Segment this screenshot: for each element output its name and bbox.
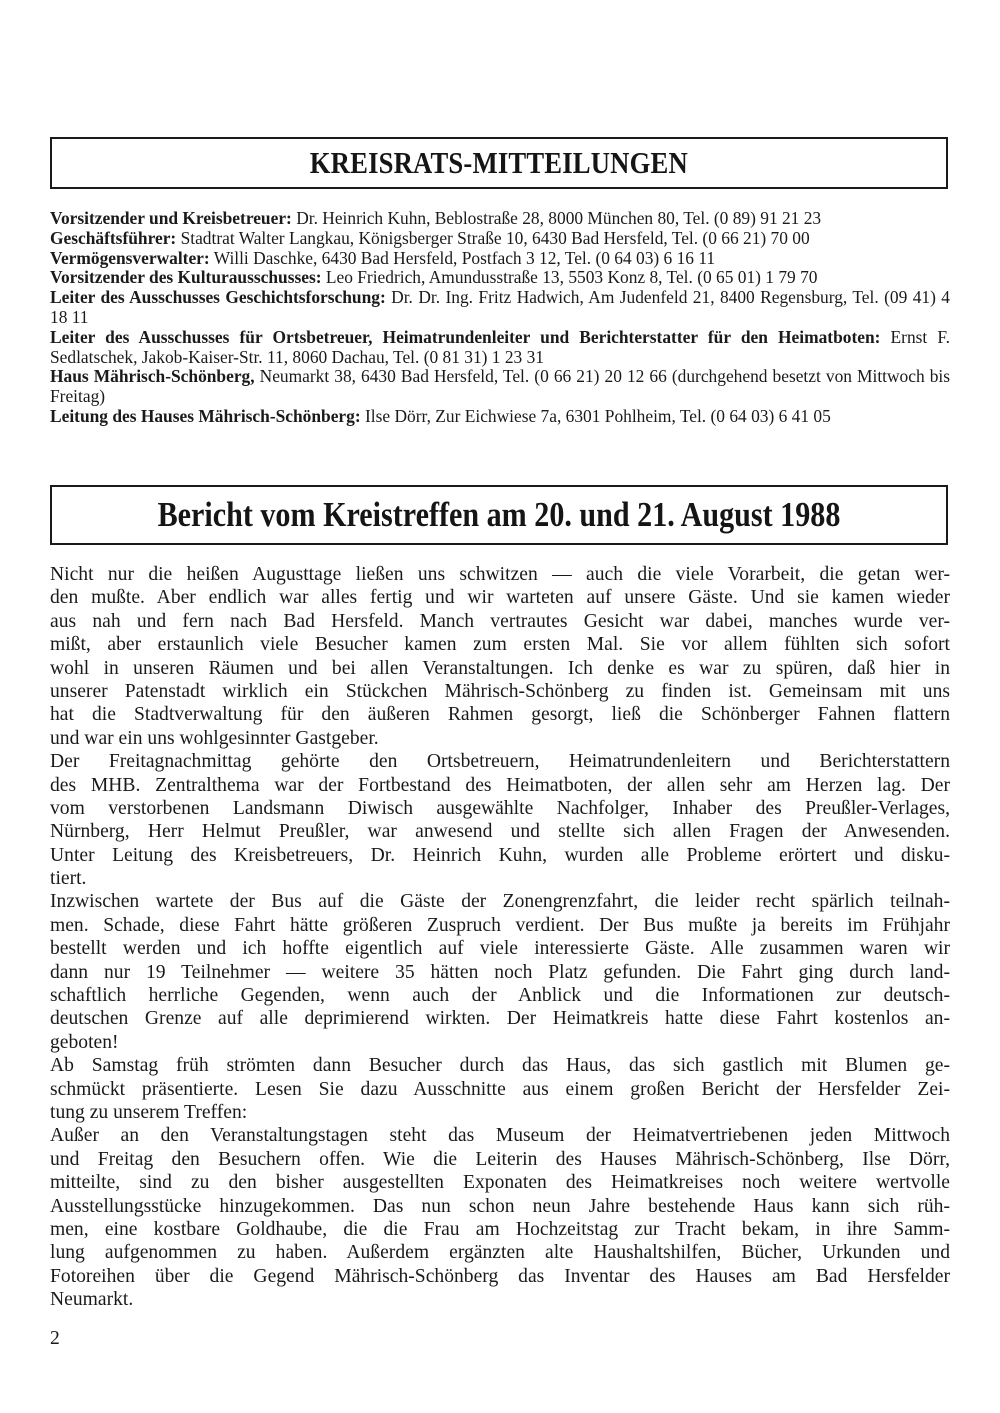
article-line: Außer an den Veranstaltungstagen steht das Museum der Heimatvertriebenen jeden Mittwoch <box>50 1125 950 1147</box>
article-line: und war ein uns wohlgesinnter Gastgeber. <box>50 727 379 749</box>
article-line: Ausstellungsstücke hinzugekommen. Das nun schon neun Jahre bestehende Haus kann sich rüh- <box>50 1195 950 1217</box>
contact-role: Haus Mährisch-Schönberg, <box>50 366 255 387</box>
article-line: men, eine kostbare Goldhaube, die die Frau am Hochzeitstag zur Tracht bekam, in ihre Samm- <box>50 1218 950 1240</box>
article-line: aus nah und fern nach Bad Hersfeld. Manch vertrautes Gesicht war dabei, manches wurde ver- <box>50 610 950 632</box>
article-line: des MHB. Zentralthema war der Fortbestand des Heimatboten, der allen sehr am Herzen lag. Der <box>50 774 950 796</box>
article-line: deutschen Grenze auf alle deprimierend wirkten. Der Heimatkreis hatte diese Fahrt kostenlos an- <box>50 1008 950 1030</box>
contact-entry <box>50 288 950 328</box>
contact-entry <box>50 407 950 427</box>
contact-entry <box>50 229 950 249</box>
article-line: Neumarkt. <box>50 1289 134 1311</box>
contact-details: Willi Daschke, 6430 Bad Hersfeld, Postfach 3 12, Tel. (0 64 03) 6 16 11 <box>209 247 716 268</box>
article-line: Nicht nur die heißen Augusttage ließen uns schwitzen — auch die viele Vorarbeit, die getan wer- <box>50 564 950 585</box>
article-line: unserer Patenstadt wirklich ein Stückchen Mährisch-Schönberg zu finden ist. Gemeinsam mit uns <box>50 680 950 702</box>
article-line: schaftlich herrliche Gegenden, wenn auch der Anblick und die Informationen zur deutsch- <box>50 985 950 1007</box>
contact-details: Neumarkt 38, 6430 Bad Hersfeld, Tel. (0 66 21) 20 12 66 (durchgehend besetzt von Mittwoch bis Freitag) <box>50 366 950 407</box>
contact-entry <box>50 209 950 229</box>
contact-role: Vorsitzender des Kulturausschusses: <box>50 267 322 288</box>
article-line: Inzwischen wartete der Bus auf die Gäste der Zonengrenzfahrt, die leider recht spärlich teilnah- <box>50 891 950 913</box>
contact-role: Vermögensverwalter: <box>50 247 210 268</box>
article-line: Ab Samstag früh strömten dann Besucher durch das Haus, das sich gastlich mit Blumen ge- <box>50 1055 950 1077</box>
article-line: Der Freitagnachmittag gehörte den Ortsbetreuern, Heimatrundenleitern und Berichterstattern <box>50 751 950 773</box>
contact-role: Leiter des Ausschusses Geschichtsforschung: <box>50 287 386 308</box>
article-line: bestellt werden und ich hoffte eigentlich auf viele interessierte Gäste. Alle zusammen waren wir <box>50 938 950 960</box>
article-line: tiert. <box>50 868 87 890</box>
contact-entry <box>50 367 950 407</box>
contact-details: Ilse Dörr, Zur Eichwiese 7a, 6301 Pohlheim, Tel. (0 64 03) 6 41 05 <box>360 405 831 426</box>
article-line: vom verstorbenen Landsmann Diwisch ausgewählte Nachfolger, Inhaber des Preußler-Verlages, <box>50 797 950 819</box>
article-line: mißt, aber erstaunlich viele Besucher kamen zum ersten Mal. Sie vor allem fühlten sich sofort <box>50 634 950 656</box>
article-line: Nürnberg, Herr Helmut Preußler, war anwesend und stellte sich allen Fragen der Anwesenden. <box>50 821 950 843</box>
article-line: Unter Leitung des Kreisbetreuers, Dr. Heinrich Kuhn, wurden alle Probleme erörtert und disku- <box>50 844 950 866</box>
article-line: lung aufgenommen zu haben. Außerdem ergänzten alte Haushaltshilfen, Bücher, Urkunden und <box>50 1242 950 1264</box>
contact-role: Leitung des Hauses Mährisch-Schönberg: <box>50 405 361 426</box>
report-title-box <box>50 485 948 545</box>
article-line: wohl in unseren Räumen und bei allen Veranstaltungen. Ich denke es war zu spüren, daß hier in <box>50 657 950 679</box>
contact-details: Leo Friedrich, Amundusstraße 13, 5503 Konz 8, Tel. (0 65 01) 1 79 70 <box>321 267 818 288</box>
article-line: geboten! <box>50 1031 119 1053</box>
contact-entry <box>50 268 950 288</box>
section-title: KREISRATS-MITTEILUNGEN <box>309 145 689 180</box>
contact-details: Dr. Dr. Ing. Fritz Hadwich, Am Judenfeld 21, 8400 Regensburg, Tel. (09 41) 4 18 11 <box>50 287 950 327</box>
contact-role: Vorsitzender und Kreisbetreuer: <box>50 208 292 228</box>
contact-role: Geschäftsführer: <box>50 227 177 248</box>
article-line: tung zu unserem Treffen: <box>50 1101 248 1123</box>
page-number: 2 <box>50 1328 60 1349</box>
article-line: dann nur 19 Teilnehmer — weitere 35 hätten noch Platz gefunden. Die Fahrt ging durch land- <box>50 961 950 983</box>
contact-entry <box>50 328 950 368</box>
contact-details: Dr. Heinrich Kuhn, Beblostraße 28, 8000 München 80, Tel. (0 89) 91 21 23 <box>291 208 822 228</box>
article-line: schmückt präsentierte. Lesen Sie dazu Ausschnitte aus einem großen Bericht der Hersfelder Zei- <box>50 1078 950 1100</box>
contact-entry <box>50 249 950 269</box>
contact-details: Stadtrat Walter Langkau, Königsberger Straße 10, 6430 Bad Hersfeld, Tel. (0 66 21) 70 00 <box>176 227 810 248</box>
contact-list <box>50 209 950 427</box>
article-line: den mußte. Aber endlich war alles fertig und wir warteten auf unsere Gäste. Und sie kamen wieder <box>50 587 950 609</box>
article-line: und Freitag den Besuchern offen. Wie die Leiterin des Hauses Mährisch-Schönberg, Ilse Dörr, <box>50 1148 950 1170</box>
kreisrats-header-box <box>50 137 948 189</box>
article-body <box>50 563 950 1312</box>
article-line: mitteilte, sind zu den bisher ausgestellten Exponaten des Heimatkreises noch weitere wertvolle <box>50 1172 950 1194</box>
contact-role: Leiter des Ausschusses für Ortsbetreuer, Heimatrundenleiter und Berichterstatter für den Heimatboten: <box>50 326 881 347</box>
article-line: men. Schade, diese Fahrt hätte größeren Zuspruch verdient. Der Bus mußte ja bereits im Frühjahr <box>50 914 950 936</box>
article-line: hat die Stadtverwaltung für den äußeren Rahmen gesorgt, ließ die Schönberger Fahnen flattern <box>50 704 950 726</box>
contact-details: Ernst F. Sedlatschek, Jakob-Kaiser-Str. 11, 8060 Dachau, Tel. (0 81 31) 1 23 31 <box>50 326 950 367</box>
article-line: Fotoreihen über die Gegend Mährisch-Schönberg das Inventar des Hauses am Bad Hersfelder <box>50 1265 950 1287</box>
article-title: Bericht vom Kreistreffen am 20. und 21. August 1988 <box>157 495 841 534</box>
